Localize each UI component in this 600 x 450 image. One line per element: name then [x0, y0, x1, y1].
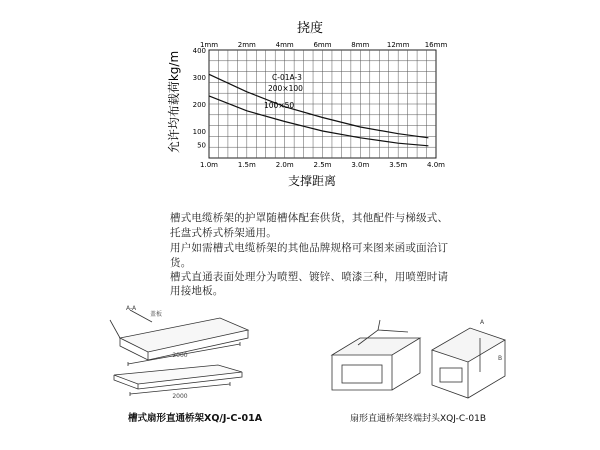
- series-label-200x100-line2: 200×100: [268, 84, 303, 93]
- x-bottom-tick-label: 1.5m: [237, 161, 256, 169]
- y-tick-label: 200: [192, 101, 206, 109]
- description-line-2: 托盘式桥式桥架通用。: [170, 227, 277, 239]
- y-tick-label: 300: [192, 74, 206, 82]
- left-dim-top: 2000: [172, 352, 188, 359]
- series-line-1: [209, 74, 428, 138]
- chart-title: 挠度: [296, 21, 324, 36]
- series-label-100x50: 100×50: [264, 101, 295, 110]
- series-label-200x100-line1: C-01A-3: [272, 73, 302, 82]
- right-label-b: B: [498, 355, 503, 362]
- description-line-6: 用接地板。: [170, 285, 224, 297]
- caption-left: 槽式扇形直通桥架XQ/J-C-01A: [128, 413, 263, 424]
- x-top-tick-label: 12mm: [386, 41, 410, 49]
- description-line-3: 用户如需槽式电缆桥架的其他品牌规格可来图来函或面洽订: [170, 242, 449, 254]
- tray-drawing-left: [100, 300, 275, 410]
- left-label-a: A-A: [126, 305, 137, 312]
- series-line-2: [209, 96, 428, 146]
- tray-end-cap-drawing: [330, 310, 510, 410]
- y-tick-label: 50: [197, 141, 206, 150]
- y-tick-label: 400: [192, 47, 206, 55]
- description-line-5: 槽式直通表面处理分为喷塑、镀锌、喷漆三种，用喷塑时请: [170, 271, 449, 283]
- left-label-b: 盖板: [150, 311, 163, 318]
- right-label-a: A: [480, 319, 485, 326]
- chart-canvas: [0, 0, 600, 195]
- x-top-tick-label: 4mm: [275, 41, 294, 49]
- x-top-tick-label: 16mm: [424, 41, 448, 49]
- x-top-tick-label: 6mm: [313, 41, 332, 49]
- x-top-tick-label: 1mm: [199, 41, 219, 49]
- x-top-tick-label: 8mm: [351, 41, 370, 49]
- y-tick-label: 100: [192, 128, 206, 136]
- load-deflection-chart: [0, 0, 600, 195]
- caption-right: 扇形直通桥架终端封头XQJ-C-01B: [350, 414, 486, 424]
- x-bottom-tick-label: 3.5m: [389, 161, 408, 169]
- description-line-4: 货。: [170, 257, 192, 269]
- x-bottom-tick-label: 3.0m: [351, 161, 370, 169]
- left-dim-bottom: 2000: [172, 393, 188, 400]
- chart-grid: [209, 50, 436, 158]
- x-top-tick-label: 2mm: [237, 41, 256, 49]
- x-bottom-tick-label: 4.0m: [427, 161, 445, 169]
- chart-y-axis-label: 允许均布载荷kg/m: [167, 50, 181, 154]
- chart-series: [209, 74, 428, 146]
- x-bottom-tick-label: 2.0m: [275, 161, 294, 169]
- x-bottom-tick-label: 1.0m: [200, 161, 218, 169]
- description-line-1: 槽式电缆桥架的护罩随槽体配套供货，其他配件与梯级式、: [170, 212, 449, 224]
- chart-x-axis-label: 支撑距离: [287, 174, 337, 188]
- x-bottom-tick-label: 2.5m: [313, 161, 332, 169]
